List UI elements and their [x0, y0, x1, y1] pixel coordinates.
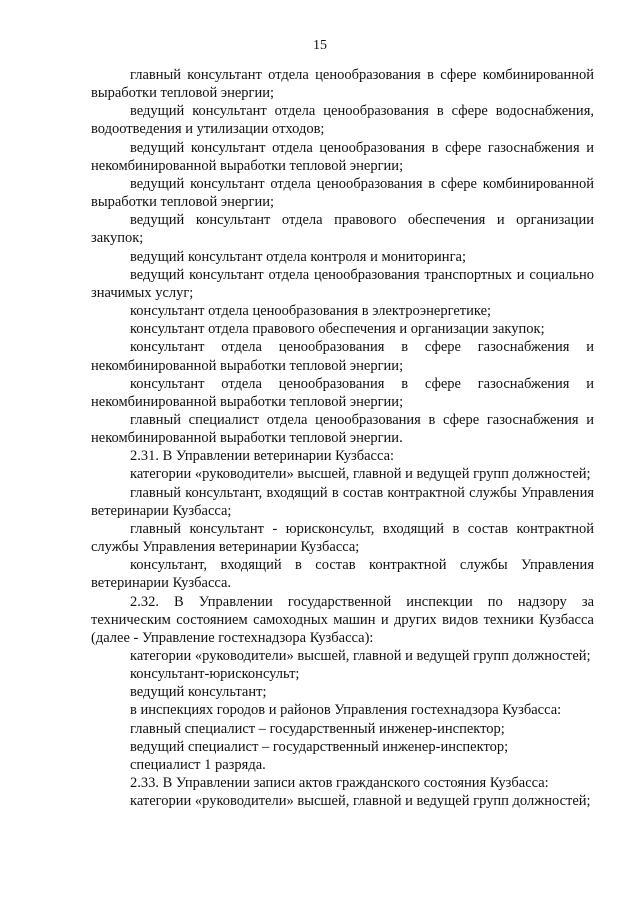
document-paragraph: консультант отдела ценообразования в сфере газоснабжения и некомбинированной выработки тепловой энергии;	[91, 375, 594, 410]
document-paragraph: специалист 1 разряда.	[130, 756, 266, 773]
document-paragraph: ведущий консультант отдела ценообразования транспортных и социально значимых услуг;	[91, 266, 594, 301]
document-paragraph: консультант, входящий в состав контрактной службы Управления ветеринарии Кузбасса.	[91, 557, 594, 592]
document-paragraph: 2.33. В Управлении записи актов гражданского состояния Кузбасса:	[130, 775, 549, 792]
document-paragraph: главный консультант - юрисконсульт, входящий в состав контрактной службы Управления ветеринарии Кузбасса;	[91, 520, 594, 556]
document-paragraph: категории «руководители» высшей, главной и ведущей групп должностей;	[130, 793, 591, 810]
document-paragraph: 2.32. В Управлении государственной инспекции по надзору за техническим состоянием самоходных машин и других видов техники Кузбасса (далее - Управление гостехнадзора Кузбасса):	[91, 593, 594, 646]
document-paragraph: консультант отдела правового обеспечения и организации закупок;	[130, 321, 545, 338]
document-paragraph: ведущий консультант отдела правового обеспечения и организации закупок;	[91, 212, 594, 247]
document-paragraph: ведущий консультант отдела ценообразования в сфере комбинированной выработки тепловой энергии;	[91, 175, 594, 211]
document-body	[91, 66, 594, 810]
document-paragraph: ведущий специалист – государственный инженер-инспектор;	[130, 738, 509, 755]
document-paragraph: главный специалист отдела ценообразования в сфере газоснабжения и некомбинированной выработки тепловой энергии.	[91, 411, 594, 447]
document-paragraph: главный консультант, входящий в состав контрактной службы Управления ветеринарии Кузбасса;	[91, 484, 594, 519]
document-paragraph: ведущий консультант отдела ценообразования в сфере водоснабжения, водоотведения и утилизации отходов;	[91, 103, 594, 138]
document-paragraph: консультант отдела ценообразования в сфере газоснабжения и некомбинированной выработки тепловой энергии;	[91, 339, 594, 374]
document-paragraph: в инспекциях городов и районов Управления гостехнадзора Кузбасса:	[130, 702, 562, 719]
document-paragraph: ведущий консультант отдела контроля и мониторинга;	[130, 248, 466, 265]
document-paragraph: ведущий консультант отдела ценообразования в сфере газоснабжения и некомбинированной выработки тепловой энергии;	[91, 139, 594, 174]
page-number: 15	[313, 38, 327, 53]
document-paragraph: консультант-юрисконсульт;	[130, 666, 300, 683]
document-paragraph: консультант отдела ценообразования в электроэнергетике;	[130, 303, 492, 320]
document-paragraph: 2.31. В Управлении ветеринарии Кузбасса:	[130, 448, 395, 465]
document-paragraph: категории «руководители» высшей, главной и ведущей групп должностей;	[130, 466, 591, 483]
document-paragraph: главный специалист – государственный инженер-инспектор;	[130, 720, 505, 737]
document-paragraph: категории «руководители» высшей, главной и ведущей групп должностей;	[130, 648, 591, 664]
document-paragraph: ведущий консультант;	[130, 684, 267, 701]
document-paragraph: главный консультант отдела ценообразования в сфере комбинированной выработки тепловой энергии;	[91, 67, 594, 102]
